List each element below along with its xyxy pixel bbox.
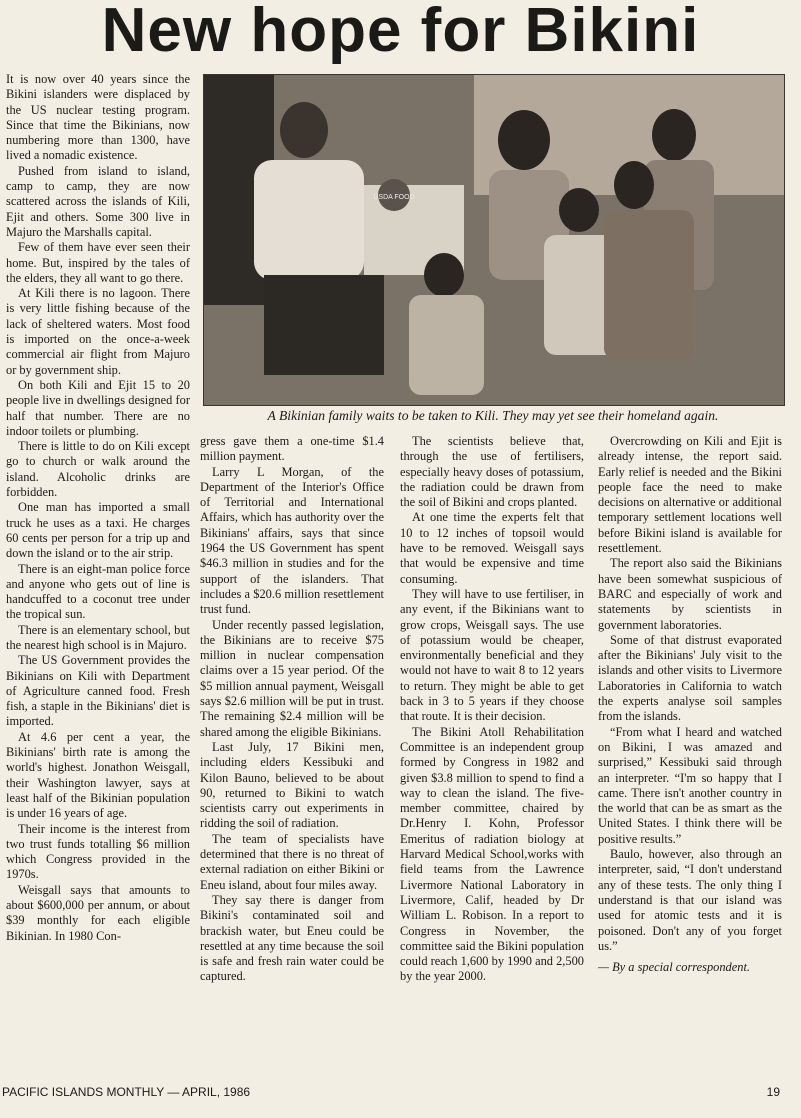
paragraph: At one time the experts felt that 10 to 12 inches of topsoil would have to be removed. Weisgall says that would be expensive and time consuming.: [400, 510, 584, 586]
usda-sign-text: USDA FOOD: [373, 194, 415, 201]
page-footer: [0, 1083, 780, 1101]
photo-caption: A Bikinian family waits to be taken to Kili. They may yet see their homeland again.: [267, 408, 719, 423]
paragraph: “From what I heard and watched on Bikini, I was amazed and surprised,” Kessibuki said through an interpreter. “I'm so happy that I came. There isn't another country in the world that can be as smart as the United States. I think there will be positive results.”: [598, 724, 782, 846]
paragraph: The team of specialists have determined that there is no threat of external radiation on either Bikini or Eneu island, about four miles away.: [200, 831, 384, 892]
paragraph: At Kili there is no lagoon. There is very little fishing because of the lack of sheltered waters. Most food is imported on the once-a-week commercial air flight from Majuro or by government ship.: [6, 286, 190, 377]
paragraph: The scientists believe that, through the use of fertilisers, especially heavy doses of potassium, the radiation could be drawn from the soil of Bikini and crops planted.: [400, 434, 584, 510]
paragraph: Weisgall says that amounts to about $600,000 per annum, or about $39 monthly for each eligible Bikinian. In 1980 Con-: [6, 882, 190, 943]
paragraph: They will have to use fertiliser, in any event, if the Bikinians want to grow crops, Weisgall says. The use of potassium would be cheaper, environmentally beneficial and they would not have to wait 8 to 12 years to return. They might be able to get back in 3 to 5 years if they choose that route. It is their decision.: [400, 586, 584, 724]
paragraph: gress gave them a one-time $1.4 million payment.: [200, 434, 384, 464]
page-number: 19: [766, 1085, 780, 1099]
paragraph: It is now over 40 years since the Bikini islanders were displaced by the US nuclear testing program. Since that time the Bikinians, now numbering more than 1300, have lived a nomadic existence.: [6, 72, 190, 163]
paragraph: The report also said the Bikinians have been somewhat suspicious of BARC and especially of work and statements by scientists in government laboratories.: [598, 556, 782, 632]
headline: New hope for Bikini: [101, 0, 700, 65]
paragraph: On both Kili and Ejit 15 to 20 people live in dwellings designed for half that number. There are no indoor toilets or plumbing.: [6, 377, 190, 438]
paragraph: Pushed from island to island, camp to camp, they are now scattered across the islands of Kili, Ejit and others. Some 300 live in Majuro the Marshalls capital.: [6, 163, 190, 239]
paragraph: They say there is danger from Bikini's contaminated soil and brackish water, but Eneu could be resettled at any time because the soil is safe and fresh rain water could be captured.: [200, 892, 384, 984]
article-column-1: [6, 72, 190, 1072]
paragraph: Few of them have ever seen their home. But, inspired by the tales of the elders, they all want to go there.: [6, 240, 190, 285]
publication-line: PACIFIC ISLANDS MONTHLY — APRIL, 1986: [2, 1085, 251, 1099]
paragraph: Baulo, however, also through an interpreter, said, “I don't understand any of these tests. The only thing I understand is that our island was used for atomic tests and it is poisoned. Don't any of you forget us.”: [598, 847, 782, 953]
paragraph: Overcrowding on Kili and Ejit is already intense, the report said. Early relief is needed and the Bikini people face the need to make decisions on alternative or additional temporary settlement locations well before Bikini island is available for resettlement.: [598, 434, 782, 556]
article-column-2: [200, 434, 384, 1076]
paragraph: Some of that distrust evaporated after the Bikinians' July visit to the islands and other visits to Livermore Laboratories in California to watch the experts analyse soil samples from the islands.: [598, 632, 782, 724]
paragraph: Under recently passed legislation, the Bikinians are to receive $75 million in nuclear compensation claims over a 15 year period. Of the $5 million annual payment, Weisgall says $2.6 million will be put in trust. The remaining $2.4 million will be shared among the eligible Bikinians.: [200, 617, 384, 739]
byline: — By a special correspondent.: [598, 960, 750, 975]
paragraph: At 4.6 per cent a year, the Bikinians' birth rate is among the world's highest. Jonathon Weisgall, their Washington lawyer, says at least half of the Bikinian population is under 16 years of age.: [6, 729, 190, 821]
article-column-4: [598, 434, 782, 1076]
family-photo: [203, 74, 785, 406]
paragraph: There is an eight-man police force and anyone who gets out of line is handcuffed to a coconut tree under the tropical sun.: [6, 561, 190, 622]
paragraph: The US Government provides the Bikinians on Kili with Department of Agriculture canned food. Fresh fish, a staple in the Bikinians' diet is imported.: [6, 653, 190, 729]
paragraph: Last July, 17 Bikini men, including elders Kessibuki and Kilon Bauno, believed to be about 90, returned to Bikini to watch scientists carry out experiments in ridding the soil of radiation.: [200, 739, 384, 831]
paragraph: There is an elementary school, but the nearest high school is in Majuro.: [6, 622, 190, 652]
paragraph: Larry L Morgan, of the Department of the Interior's Office of Territorial and International Affairs, which has authority over the Bikinians' affairs, says that since 1964 the US Government has spent $46.3 million in studies and for the support of the islanders. That includes a $20.6 million resettlement trust fund.: [200, 464, 384, 617]
article-column-3: [400, 434, 584, 1076]
paragraph: One man has imported a small truck he uses as a taxi. He charges 60 cents per person for a trip up and down the island or to the air strip.: [6, 500, 190, 561]
paragraph: The Bikini Atoll Rehabilitation Committee is an independent group formed by Congress in 1982 and given $3.8 million to spend to find a way to clean the island. The five-member committee, chaired by Dr.Henry I. Kohn, Professor Emeritus of radiation biology at Harvard Medical School,works with field teams from the Lawrence Livermore National Laboratory in Livermore, Calif, headed by Dr William L. Robison. In a report to Congress in November, the committee said the Bikini population could reach 1,600 by 1990 and 2,500 by the year 2000.: [400, 724, 584, 984]
paragraph: There is little to do on Kili except go to church or walk around the island. Alcoholic drinks are forbidden.: [6, 439, 190, 500]
paragraph: Their income is the interest from two trust funds totalling $6 million which Congress provided in the 1970s.: [6, 821, 190, 882]
